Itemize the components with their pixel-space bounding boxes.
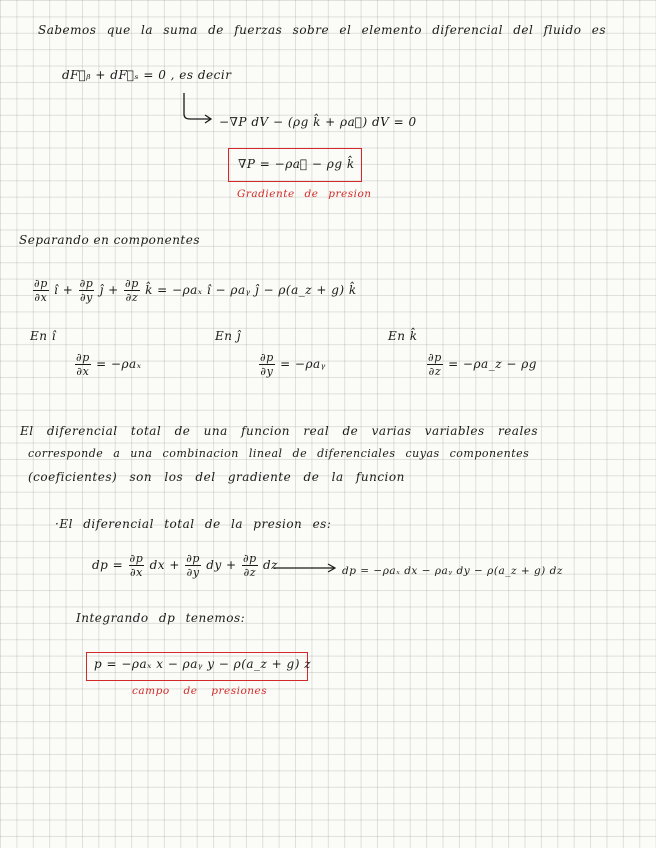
components-heading: Separando en componentes xyxy=(19,233,201,247)
direction-j-label: En ĵ xyxy=(215,329,242,343)
intro-line: Sabemos que la suma de fuerzas sobre el elemento diferencial del fluido es xyxy=(38,23,606,37)
paragraph-line-2: corresponde a una combinacion lineal de diferenciales cuyas componentes xyxy=(28,447,530,460)
force-sum-equation: dF⃗ᵦ + dF⃗ₛ = 0 , es decir xyxy=(62,68,232,82)
component-equation: $\frac{\partial p}{\partial x}$ î + $\frac{\partial p}{\partial y}$ ĵ + $\frac{\partial p}{\partial z}$ k̂ = −ρaₓ î − ρaᵧ ĵ − ρ(a_z + g) k̂ xyxy=(34,277,357,304)
integrating-heading: Integrando dp tenemos: xyxy=(76,611,246,625)
gradient-equation: ∇P = −ρa⃗ − ρg k̂ xyxy=(238,157,355,171)
direction-i-label: En î xyxy=(30,329,57,343)
long-arrow-icon xyxy=(272,561,338,575)
total-differential-equation: dp = $\frac{\partial p}{\partial x}$ dx + $\frac{\partial p}{\partial y}$ dy + $\frac{\partial p}{\partial z}$ dz xyxy=(92,552,278,579)
pressure-differential-heading: ·El diferencial total de la presion es: xyxy=(55,517,332,531)
hook-arrow-icon xyxy=(176,90,216,130)
pressure-field-equation: p = −ρaₓ x − ρaᵧ y − ρ(a_z + g) z xyxy=(94,657,312,671)
dp-result-equation: dp = −ρaₓ dx − ρaᵧ dy − ρ(a_z + g) dz xyxy=(342,565,563,577)
dp-dy-fraction: $\frac{\partial p}{\partial y}$ xyxy=(79,277,94,304)
direction-k-label: En k̂ xyxy=(388,329,418,343)
paragraph-line-3: (coeficientes) son los del gradiente de la funcion xyxy=(28,470,405,484)
direction-i-equation: $\frac{\partial p}{\partial x}$ = −ρaₓ xyxy=(76,351,142,378)
direction-j-equation: $\frac{\partial p}{\partial y}$ = −ρaᵧ xyxy=(260,351,326,378)
dp-dx-fraction: $\frac{\partial p}{\partial x}$ xyxy=(34,277,48,304)
direction-k-equation: $\frac{\partial p}{\partial z}$ = −ρa_z − ρg xyxy=(428,351,537,378)
gradient-label: Gradiente de presion xyxy=(237,188,372,200)
dp-dz-fraction: $\frac{\partial p}{\partial z}$ xyxy=(125,277,139,304)
component-equation-rhs: = −ρaₓ î − ρaᵧ ĵ − ρ(a_z + g) k̂ xyxy=(157,283,357,297)
pressure-field-label: campo de presiones xyxy=(132,685,268,697)
paragraph-line-1: El diferencial total de una funcion real de varias variables reales xyxy=(20,424,539,438)
expanded-equation: −∇P dV − (ρg k̂ + ρa⃗) dV = 0 xyxy=(219,115,417,129)
